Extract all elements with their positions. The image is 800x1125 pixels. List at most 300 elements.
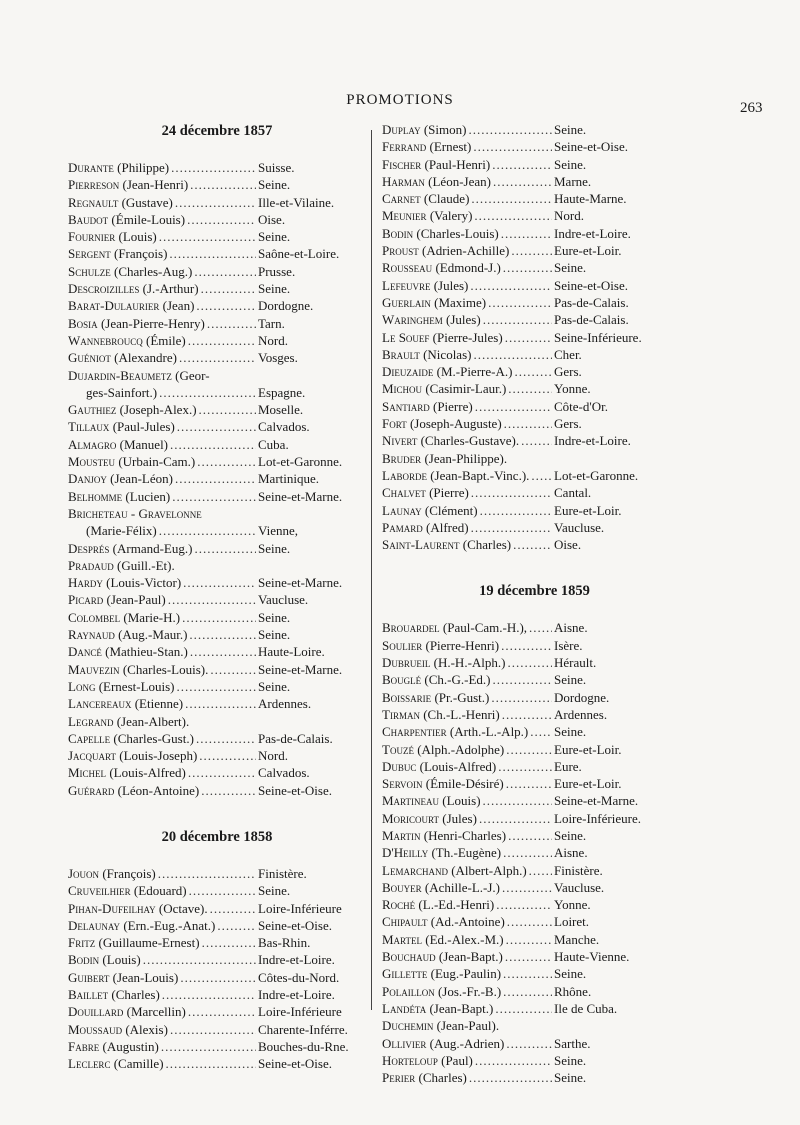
department: Seine.	[258, 627, 291, 643]
person-name	[382, 723, 528, 740]
surname: Jacquart	[68, 748, 117, 764]
given-names: (Pierre)	[429, 485, 469, 501]
person-name	[68, 626, 187, 643]
leader-dots	[483, 311, 552, 328]
surname: Gillette	[382, 966, 428, 982]
surname: Sergent	[68, 246, 111, 262]
given-names: (Jean-Paul).	[436, 1018, 500, 1034]
list-item	[68, 882, 366, 899]
department: Seine.	[554, 122, 587, 137]
person-name	[68, 228, 157, 245]
department: Vaucluse.	[554, 879, 605, 895]
surname: Chalvet	[382, 485, 426, 501]
given-names: (Edmond-J.)	[435, 260, 501, 276]
surname: Guérard	[68, 782, 115, 798]
surname: Moricourt	[382, 810, 440, 826]
department: Aisne.	[554, 620, 588, 636]
list-item	[68, 661, 366, 678]
given-names: (Ernest-Louis)	[98, 678, 175, 694]
given-names: (Jean-Philippe).	[424, 450, 508, 466]
leader-dots	[488, 294, 552, 311]
surname: Boissarie	[382, 689, 432, 705]
person-name	[382, 277, 468, 294]
department: Seine.	[258, 540, 291, 556]
list-item	[382, 432, 687, 449]
surname: Martineau	[382, 793, 440, 809]
person-name	[382, 913, 505, 930]
column-divider	[371, 130, 372, 1010]
surname: Bouyer	[382, 879, 422, 895]
department: Nord.	[258, 748, 288, 764]
surname: Polaillon	[382, 983, 435, 999]
person-name	[382, 294, 486, 311]
surname: Almagro	[68, 436, 117, 452]
surname: Regnault	[68, 194, 119, 210]
given-names: (Aug.-Maur.)	[118, 627, 188, 643]
surname: Michou	[382, 381, 423, 397]
leader-dots	[511, 242, 552, 259]
right-column	[382, 121, 687, 1086]
leader-dots	[513, 536, 552, 553]
given-names: (Adrien-Achille)	[422, 243, 510, 259]
surname: Landéta	[382, 1000, 427, 1016]
department: Loiret.	[554, 914, 590, 930]
leader-dots	[475, 1052, 552, 1069]
surname: Belhomme	[68, 488, 123, 504]
surname: Dieuzaide	[382, 364, 434, 380]
list-item	[382, 138, 687, 155]
given-names: (Claude)	[423, 191, 470, 207]
person-name	[68, 194, 173, 211]
leader-dots	[161, 1038, 256, 1055]
person-name	[86, 384, 157, 401]
person-name	[68, 436, 168, 453]
list-item	[68, 245, 366, 262]
given-names: (Aug.-Adrien)	[429, 1035, 505, 1051]
given-names: (Charles)	[462, 537, 512, 553]
department: Moselle.	[258, 402, 304, 418]
leader-dots	[507, 913, 552, 930]
given-names: (Charles)	[111, 987, 160, 1003]
list-item	[68, 418, 366, 435]
person-name	[68, 661, 208, 678]
person-name	[68, 882, 187, 899]
given-names: (Albert-Alph.)	[451, 862, 527, 878]
given-names: (Émile)	[146, 332, 186, 348]
given-names: (Armand-Eug.)	[112, 540, 193, 556]
leader-dots	[172, 488, 256, 505]
department: Eure-et-Loir.	[554, 741, 622, 757]
list-item	[382, 173, 687, 190]
given-names: (Paul-Jules)	[112, 419, 175, 435]
list-item	[382, 775, 687, 792]
given-names: (Guillaume-Ernest)	[98, 935, 200, 951]
list-item	[382, 329, 687, 346]
list-item	[68, 713, 366, 730]
person-name	[68, 263, 192, 280]
page-title: PROMOTIONS	[346, 92, 454, 108]
surname: Martin	[382, 827, 421, 843]
leader-dots	[495, 1000, 552, 1017]
department: Yonne.	[554, 381, 591, 397]
surname: Dubuc	[382, 758, 417, 774]
leader-dots	[505, 329, 552, 346]
given-names: (Jean-Henri)	[122, 177, 189, 193]
department: Bouches-du-Rne.	[258, 1038, 349, 1054]
list-item	[382, 1017, 687, 1034]
department: Ille-et-Vilaine.	[258, 194, 335, 210]
person-name	[382, 965, 501, 982]
given-names: (Pierre-Jules)	[432, 329, 503, 345]
list-item	[382, 844, 687, 861]
department: Vienne,	[258, 523, 299, 539]
leader-dots	[199, 747, 256, 764]
leader-dots	[199, 401, 256, 418]
list-item	[68, 505, 366, 522]
list-item	[68, 488, 366, 505]
person-name	[382, 654, 505, 671]
given-names: (Charles-Aug.)	[113, 263, 193, 279]
surname: Guerlain	[382, 294, 431, 310]
list-item	[382, 931, 687, 948]
surname: Wannebroucq	[68, 332, 143, 348]
department: Aisne.	[554, 845, 588, 861]
department: Ardennes.	[554, 706, 608, 722]
person-name	[68, 574, 181, 591]
list-item	[382, 965, 687, 982]
surname: Carnet	[382, 191, 421, 207]
given-names: (Philippe)	[117, 160, 170, 175]
list-item	[382, 363, 687, 380]
person-name	[382, 931, 504, 948]
leader-dots	[185, 695, 256, 712]
surname: Ollivier	[382, 1035, 427, 1051]
given-names: (Augustin)	[102, 1038, 159, 1054]
list-item	[68, 1038, 366, 1055]
person-name	[382, 450, 507, 467]
surname: Proust	[382, 243, 419, 259]
person-name	[68, 609, 180, 626]
department: Seine.	[554, 260, 587, 276]
surname: Martel	[382, 931, 423, 947]
surname: Bosia	[68, 315, 98, 331]
list-item	[382, 1035, 687, 1052]
list-item	[382, 706, 687, 723]
person-name	[382, 1069, 467, 1086]
leader-dots	[529, 862, 552, 879]
list-item	[68, 695, 366, 712]
given-names: (Louis-Joseph)	[119, 748, 198, 764]
list-item	[68, 453, 366, 470]
list-item	[68, 969, 366, 986]
section-heading: 20 décembre 1858	[161, 828, 273, 845]
given-names: (H.-H.-Alph.)	[433, 655, 506, 671]
department: Indre-et-Loire.	[258, 987, 335, 1003]
given-names: (Jean-Albert).	[116, 713, 190, 729]
department: Seine-et-Marne.	[554, 793, 639, 809]
leader-dots	[521, 432, 552, 449]
given-names: (Ernest)	[429, 139, 472, 155]
given-names: (Ern.-Eug.-Anat.)	[123, 917, 216, 933]
list-item	[382, 190, 687, 207]
list-item	[68, 540, 366, 557]
person-name	[382, 1035, 504, 1052]
person-name	[382, 983, 501, 1000]
list-item	[68, 384, 366, 401]
surname: Chipault	[382, 914, 428, 930]
leader-dots	[175, 470, 256, 487]
list-item	[68, 747, 366, 764]
surname: Lemarchand	[382, 862, 448, 878]
surname: Guibert	[68, 969, 110, 985]
leader-dots	[496, 896, 552, 913]
given-names: (Jean-Pierre-Henry)	[100, 315, 205, 331]
surname: Cruveilhier	[68, 883, 131, 899]
leader-dots	[491, 689, 552, 706]
surname: Servoin	[382, 776, 423, 792]
section-heading: 24 décembre 1857	[161, 123, 273, 139]
department: Indre-et-Loire.	[554, 433, 631, 449]
list-item	[68, 315, 366, 332]
given-names: (Léon-Antoine)	[117, 782, 200, 798]
leader-dots	[169, 245, 256, 262]
leader-dots	[194, 540, 256, 557]
leader-dots	[531, 467, 552, 484]
given-names: (Joseph-Auguste)	[409, 416, 502, 432]
leader-dots	[162, 986, 256, 1003]
given-names: (Louis)	[118, 229, 157, 245]
department: Haute-Marne.	[554, 191, 627, 207]
surname: Bricheteau - Gravelonne	[68, 505, 202, 521]
leader-dots	[469, 1069, 552, 1086]
given-names: (Octave).	[158, 900, 208, 916]
given-names: (Henri-Charles)	[423, 827, 507, 843]
given-names: (Charles-Louis).	[122, 661, 209, 677]
surname: Fabre	[68, 1038, 100, 1054]
department: Vosges.	[258, 350, 298, 366]
person-name	[68, 1021, 168, 1038]
leader-dots	[177, 678, 256, 695]
leader-dots	[506, 931, 552, 948]
person-name	[382, 156, 490, 173]
leader-dots	[529, 619, 552, 636]
given-names: (Ch.-G.-Ed.)	[424, 672, 491, 688]
list-item	[382, 311, 687, 328]
leader-dots	[207, 315, 256, 332]
surname: Soulier	[382, 637, 423, 653]
list-item	[68, 764, 366, 781]
leader-dots	[194, 263, 256, 280]
surname: Charpentier	[382, 724, 447, 740]
leader-dots	[182, 609, 256, 626]
leader-dots	[503, 965, 552, 982]
department: Bas-Rhin.	[258, 935, 311, 951]
given-names: (Th.-Eugène)	[431, 845, 502, 861]
person-name	[382, 810, 477, 827]
list-item	[68, 626, 366, 643]
department: Prusse.	[258, 263, 296, 279]
leader-dots	[475, 398, 552, 415]
person-name	[382, 1000, 493, 1017]
leader-dots	[468, 121, 552, 138]
given-names: (Maxime)	[434, 294, 487, 310]
department: Seine.	[554, 672, 587, 688]
person-name	[382, 827, 506, 844]
given-names: (Ed.-Alex.-M.)	[425, 931, 504, 947]
list-item	[68, 211, 366, 228]
surname: Launay	[382, 502, 422, 518]
person-name	[68, 986, 160, 1003]
department: Côte-d'Or.	[554, 398, 608, 414]
person-name	[382, 346, 471, 363]
list-item	[68, 1003, 366, 1020]
leader-dots	[480, 502, 552, 519]
given-names: (Clément)	[424, 502, 478, 518]
surname: Mauvezin	[68, 661, 120, 677]
leader-dots	[514, 363, 552, 380]
person-name	[68, 764, 186, 781]
department: Seine.	[258, 177, 291, 193]
leader-dots	[473, 138, 552, 155]
section-gap	[68, 799, 366, 827]
list-item	[382, 792, 687, 809]
surname: Lancereaux	[68, 696, 132, 712]
list-item	[68, 349, 366, 366]
leader-dots	[179, 349, 256, 366]
given-names: (M.-Pierre-A.)	[436, 364, 513, 380]
surname: Legrand	[68, 713, 114, 729]
surname: Duchemin	[382, 1018, 434, 1034]
person-name	[68, 643, 188, 660]
list-item	[68, 176, 366, 193]
surname: Long	[68, 678, 96, 694]
list-item	[382, 225, 687, 242]
given-names: (Jules)	[446, 312, 481, 328]
department: Rhône.	[554, 983, 592, 999]
leader-dots	[508, 380, 552, 397]
leader-dots	[170, 1021, 256, 1038]
person-name	[68, 176, 188, 193]
department: Eure-et-Loir.	[554, 502, 622, 518]
surname: Danjoy	[68, 471, 107, 487]
surname: Fournier	[68, 229, 116, 245]
department: Seine.	[258, 678, 291, 694]
list-item	[68, 228, 366, 245]
department: Nord.	[554, 208, 584, 224]
surname: Dubrueil	[382, 655, 431, 671]
department: Manche.	[554, 931, 600, 947]
department: Seine-et-Oise.	[258, 1056, 333, 1072]
department: Cantal.	[554, 485, 592, 501]
person-name	[382, 671, 491, 688]
person-name	[68, 591, 166, 608]
leader-dots	[471, 484, 552, 501]
surname: Dujardin-Beaumetz	[68, 367, 172, 383]
surname: Meunier	[382, 208, 427, 224]
list-item	[382, 484, 687, 501]
given-names: (J.-Arthur)	[142, 281, 199, 297]
department: Seine.	[258, 883, 291, 899]
list-item	[382, 654, 687, 671]
leader-dots	[471, 190, 552, 207]
person-name	[382, 259, 501, 276]
given-names: (Paul-Cam.-H.),	[442, 620, 528, 636]
list-item	[68, 297, 366, 314]
department: Gers.	[554, 364, 582, 380]
given-names: (Alexis)	[125, 1021, 168, 1037]
given-names: (Louis-Alfred)	[109, 765, 186, 781]
leader-dots	[483, 792, 552, 809]
person-name	[68, 969, 178, 986]
given-names: (Eug.-Paulin)	[430, 966, 502, 982]
department: Seine.	[258, 229, 291, 245]
given-names: (Camille)	[113, 1056, 164, 1072]
surname: D'Heilly	[382, 845, 429, 861]
department: Finistère.	[554, 862, 603, 878]
person-name	[68, 1038, 159, 1055]
leader-dots	[493, 671, 553, 688]
department: Seine.	[554, 156, 587, 172]
surname: Douillard	[68, 1004, 124, 1020]
department: Cuba.	[258, 436, 289, 452]
department: Vaucluse.	[258, 592, 309, 608]
given-names: (Paul)	[441, 1052, 473, 1068]
department: Indre-et-Loire.	[554, 225, 631, 241]
given-names: (Lucien)	[125, 488, 171, 504]
department: Haute-Loire.	[258, 644, 325, 660]
given-names: (Louis-Victor)	[106, 575, 182, 591]
leader-dots	[501, 637, 552, 654]
surname: Saint-Laurent	[382, 537, 460, 553]
list-item	[382, 380, 687, 397]
list-item	[382, 758, 687, 775]
leader-dots	[210, 661, 256, 678]
given-names: (Ch.-L.-Henri)	[423, 706, 500, 722]
person-name	[68, 917, 215, 934]
list-item	[68, 263, 366, 280]
list-item	[382, 948, 687, 965]
given-names: (Ad.-Antoine)	[430, 914, 505, 930]
list-item	[382, 259, 687, 276]
given-names: (Émile-Désiré)	[425, 776, 504, 792]
person-name	[68, 315, 205, 332]
list-item	[382, 346, 687, 363]
leader-dots	[177, 418, 256, 435]
department: Eure-et-Loir.	[554, 776, 622, 792]
person-name	[68, 505, 202, 522]
surname: Santiard	[382, 398, 430, 414]
surname: Durante	[68, 160, 114, 175]
given-names: (Jos.-Fr.-B.)	[437, 983, 502, 999]
given-names: (Jules)	[442, 810, 477, 826]
leader-dots	[503, 259, 552, 276]
list-item	[68, 865, 366, 882]
department: Oise.	[258, 211, 286, 227]
leader-dots	[502, 879, 552, 896]
person-name	[68, 211, 185, 228]
surname: Capelle	[68, 730, 111, 746]
leader-dots	[159, 228, 256, 245]
leader-dots	[506, 741, 552, 758]
given-names: (Marcellin)	[126, 1004, 186, 1020]
department: Charente-Inférre.	[258, 1021, 348, 1037]
list-item	[382, 619, 687, 636]
person-name	[382, 242, 509, 259]
person-name	[68, 159, 169, 176]
list-item	[382, 450, 687, 467]
surname: Fritz	[68, 935, 96, 951]
person-name	[68, 367, 210, 384]
